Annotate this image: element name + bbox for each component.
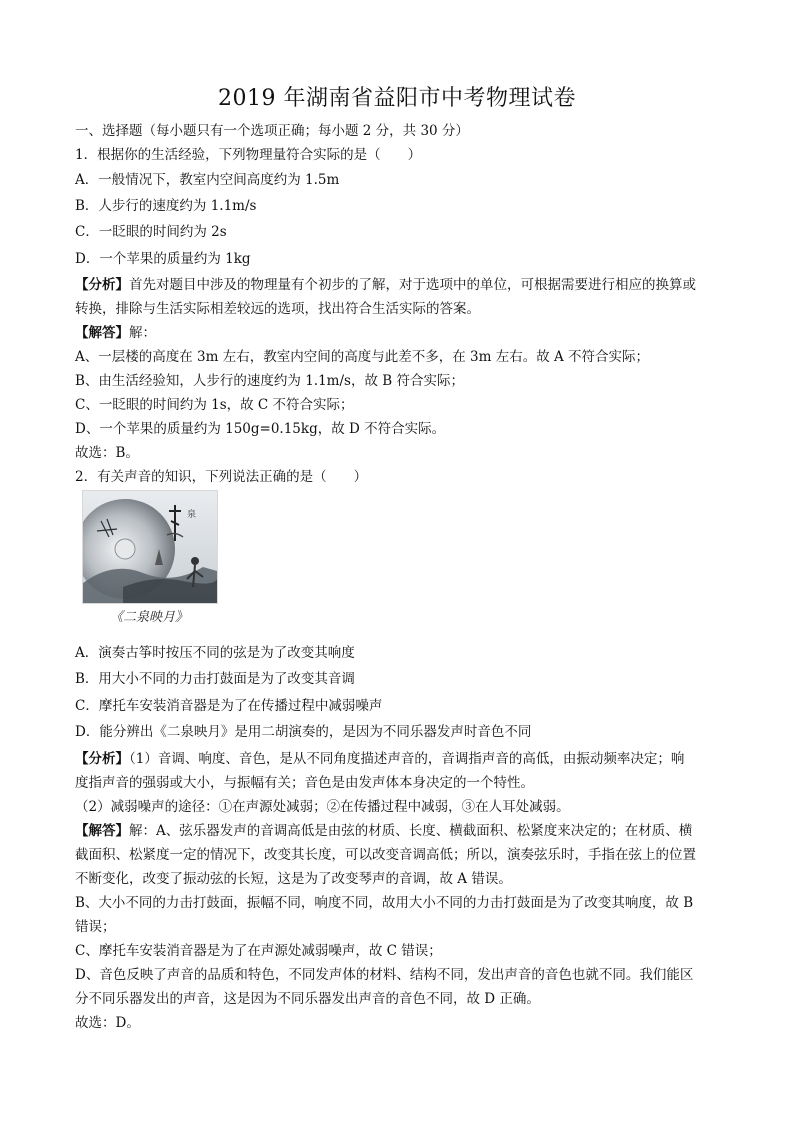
answer-tag: 【解答】	[75, 325, 129, 341]
question-2-answer-line-2: 截面积、松紧度一定的情况下，改变其长度，可以改变音调高低；所以，演奏弦乐时，手指在弦上的位置	[75, 847, 696, 863]
question-1-answer-head	[75, 324, 725, 342]
question-1-option-c: C．一眨眼的时间约为 2s	[75, 224, 227, 240]
question-2-answer-line-6: C、摩托车安装消音器是为了在声源处减弱噪声，故 C 错误；	[75, 943, 442, 959]
question-2-option-a: A．演奏古筝时按压不同的弦是为了改变其响度	[75, 645, 355, 661]
question-2-option-d: D．能分辨出《二泉映月》是用二胡演奏的，是因为不同乐器发声时音色不同	[75, 724, 532, 740]
question-2-stem: 2．有关声音的知识，下列说法正确的是（ ）	[75, 469, 368, 485]
analysis-tag: 【分析】	[75, 751, 129, 767]
question-2-option-b: B．用大小不同的力击打鼓面是为了改变其音调	[75, 671, 355, 687]
question-1-option-b: B．人步行的速度约为 1.1m/s	[75, 198, 257, 214]
question-2-answer-line-5: 错误；	[75, 919, 116, 935]
question-2-analysis-cont: 度指声音的强弱或大小，与振幅有关；音色是由发声体本身决定的一个特性。	[75, 775, 534, 791]
question-2-answer	[75, 822, 725, 840]
question-1-stem: 1．根据你的生活经验，下列物理量符合实际的是（ ）	[75, 147, 422, 163]
question-1-analysis	[75, 276, 725, 294]
analysis-text: 首先对题目中涉及的物理量有个初步的了解，对于选项中的单位，可根据需要进行相应的换算或	[129, 277, 696, 293]
analysis-tag: 【分析】	[75, 277, 129, 293]
answer-text: 解：A、弦乐器发声的音调高低是由弦的材质、长度、横截面积、松紧度来决定的；在材质、横	[129, 823, 693, 839]
question-1-option-a: A．一般情况下，教室内空间高度约为 1.5m	[75, 172, 340, 188]
figure-caption: 《二泉映月》	[109, 610, 188, 625]
question-1-answer-b: B、由生活经验知，人步行的速度约为 1.1m/s，故 B 符合实际；	[75, 373, 464, 389]
question-2-answer-line-7: D、音色反映了声音的品质和特色，不同发声体的材料、结构不同，发出声音的音色也就不同。我们能区	[75, 967, 694, 983]
question-2-answer-line-4: B、大小不同的力击打鼓面，振幅不同，响度不同，故用大小不同的力击打鼓面是为了改变其响度，故 B	[75, 895, 694, 911]
analysis-text: （1）音调、响度、音色，是从不同角度描述声音的，音调指声音的高低，由振动频率决定；响	[129, 751, 685, 767]
question-2-answer-line-8: 分不同乐器发出的声音，这是因为不同乐器发出声音的音色不同，故 D 正确。	[75, 991, 540, 1007]
question-2-analysis	[75, 750, 725, 768]
question-1-option-d: D．一个苹果的质量约为 1kg	[75, 251, 251, 267]
section-heading: 一、选择题（每小题只有一个选项正确；每小题 2 分，共 30 分）	[75, 123, 469, 139]
svg-text:泉: 泉	[187, 510, 197, 520]
answer-head-text: 解：	[129, 325, 156, 341]
question-1-answer-a: A、一层楼的高度在 3m 左右，教室内空间的高度与此差不多，在 3m 左右。故 A 不符合实际；	[75, 349, 650, 365]
question-2-choice: 故选：D。	[75, 1015, 140, 1031]
question-1-analysis-cont: 转换，排除与生活实际相差较远的选项，找出符合生活实际的答案。	[75, 301, 480, 317]
question-1-choice: 故选：B。	[75, 445, 139, 461]
question-2-answer-line-3: 不断变化，改变了振动弦的长短，这是为了改变琴声的音调，故 A 错误。	[75, 871, 512, 887]
question-1-answer-c: C、一眨眼的时间约为 1s，故 C 不符合实际；	[75, 397, 354, 413]
page-title: 2019 年湖南省益阳市中考物理试卷	[218, 86, 576, 111]
question-2-analysis-point-2: （2）减弱噪声的途径：①在声源处减弱；②在传播过程中减弱，③在人耳处减弱。	[75, 799, 570, 815]
erquan-yingyue-illustration	[82, 490, 218, 604]
answer-tag: 【解答】	[75, 823, 129, 839]
question-2-option-c: C．摩托车安装消音器是为了在传播过程中减弱噪声	[75, 698, 383, 714]
question-1-answer-d: D、一个苹果的质量约为 150g=0.15kg，故 D 不符合实际。	[75, 421, 446, 437]
